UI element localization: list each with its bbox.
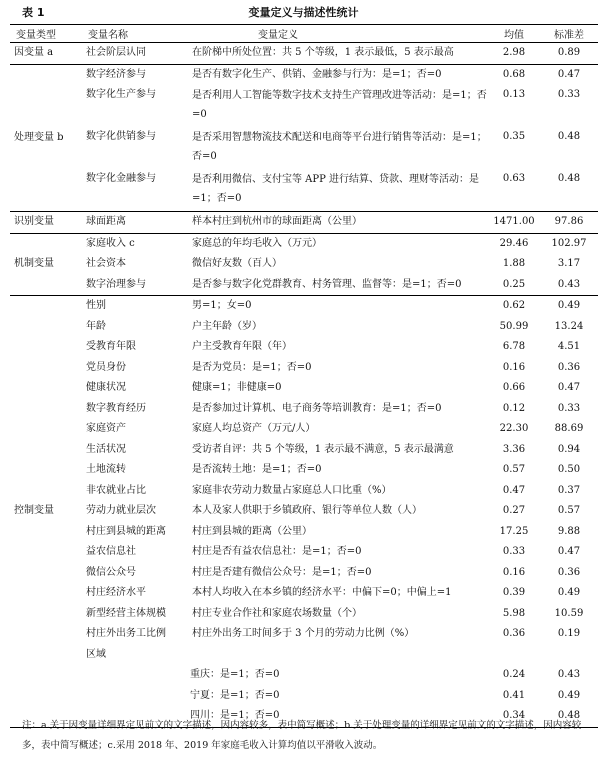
table-row [10, 169, 598, 212]
std-dev-cell: 0.89 [540, 43, 598, 65]
variable-definition-cell: 家庭非农劳动力数量占家庭总人口比重（%） [192, 484, 392, 496]
variable-definition-cell: 宁夏：是=1；否=0 [190, 689, 280, 701]
table-row [10, 419, 598, 440]
variable-type-cell: 处理变量 b [10, 64, 82, 212]
std-dev-cell: 0.19 [557, 628, 581, 639]
table-row [10, 64, 598, 85]
table-row [10, 624, 598, 645]
variable-name-cell: 数字经济参与 [86, 68, 146, 80]
std-dev-cell: 0.43 [540, 275, 598, 296]
variable-definition-cell: 微信好友数（百人） [192, 258, 282, 269]
table-note: 注：a.关于因变量详细界定见前文的文字描述，因内容较多，表中简写概述；b.关于处理变量的详细界定见前文的文字描述，因内容较多，表中简写概述；c.采用 2018 年、2019 年家庭毛收入计算均值以平滑收入波动。 [22, 720, 582, 751]
std-dev-cell: 10.59 [554, 607, 584, 619]
mean-cell: 29.46 [499, 237, 529, 249]
std-dev-cell: 0.49 [557, 300, 581, 311]
std-dev-cell: 0.33 [557, 89, 581, 100]
variable-name-cell: 村庄经济水平 [86, 587, 146, 598]
table-row [10, 337, 598, 358]
mean-cell: 0.16 [502, 361, 526, 373]
mean-cell: 1471.00 [488, 212, 540, 234]
variable-definition-cell: 户主年龄（岁） [192, 320, 262, 332]
variable-definition-cell: 是否为党员：是=1；否=0 [192, 361, 312, 373]
std-dev-cell: 0.47 [557, 68, 581, 80]
variable-name-cell: 数字化金融参与 [82, 169, 188, 212]
table-row [10, 440, 598, 461]
std-dev-cell: 0.49 [557, 587, 581, 598]
std-dev-cell: 0.50 [557, 464, 581, 475]
mean-cell: 0.66 [502, 382, 526, 393]
header-mean: 均值 [488, 25, 540, 43]
table-row [10, 85, 598, 127]
variable-name-cell: 村庄外出务工比例 [86, 628, 166, 639]
variable-definition-cell: 健康=1；非健康=0 [192, 382, 282, 393]
std-dev-cell: 4.51 [557, 341, 581, 352]
variable-definition-cell: 家庭总的年均毛收入（万元） [192, 237, 322, 249]
variable-name-cell: 家庭收入 c [86, 237, 135, 249]
variable-definition-cell: 是否参与数字化党群教育、村务管理、监督等：是=1；否=0 [188, 275, 488, 296]
variable-definition-cell: 村庄是否建有微信公众号：是=1；否=0 [192, 566, 372, 578]
variable-name-cell [82, 665, 188, 686]
table-row [10, 233, 598, 254]
mean-cell: 6.78 [502, 341, 526, 352]
table-row [10, 645, 598, 666]
variable-name-cell: 土地流转 [86, 464, 126, 475]
mean-cell: 0.24 [502, 669, 526, 680]
std-dev-cell: 0.49 [557, 689, 581, 701]
variable-type-cell: 因变量 a [10, 43, 82, 65]
variable-definition-cell: 是否利用微信、支付宝等 APP 进行结算、贷款、理财等活动：是=1；否=0 [188, 169, 488, 212]
mean-cell: 0.25 [488, 275, 540, 296]
mean-cell: 0.57 [502, 464, 526, 475]
variable-name-cell: 微信公众号 [86, 566, 136, 578]
variable-name-cell: 家庭资产 [86, 423, 126, 434]
variable-definition-cell: 村庄到县城的距离（公里） [192, 525, 312, 537]
variable-definition-cell: 重庆：是=1；否=0 [190, 669, 280, 680]
variable-definition-cell: 本人及家人供职于乡镇政府、银行等单位人数（人） [192, 505, 422, 516]
mean-cell: 0.41 [502, 689, 526, 701]
mean-cell: 17.25 [499, 525, 529, 537]
variable-definition-cell: 家庭人均总资产（万元/人） [192, 423, 316, 434]
mean-cell: 0.27 [502, 505, 526, 516]
variable-type-cell: 控制变量 [10, 296, 82, 728]
table-number: 表 1 [22, 6, 45, 19]
header-variable-type: 变量类型 [10, 25, 82, 43]
std-dev-cell: 0.57 [557, 505, 581, 516]
variable-definition-cell: 是否有数字化生产、供销、金融参与行为：是=1；否=0 [192, 68, 442, 80]
std-dev-cell: 0.48 [540, 169, 598, 212]
variable-definition-cell: 是否利用人工智能等数字技术支持生产管理改进等活动：是=1；否=0 [192, 90, 487, 120]
variable-name-cell: 数字教育经历 [86, 402, 146, 414]
table-title: 变量定义与描述性统计 [248, 6, 359, 19]
variable-name-cell: 劳动力就业层次 [86, 505, 156, 516]
variable-name-cell: 村庄到县城的距离 [86, 525, 166, 537]
variable-name-cell: 受教育年限 [86, 341, 136, 352]
variable-name-cell: 社会阶层认同 [82, 43, 188, 65]
header-variable-name: 变量名称 [82, 25, 188, 43]
std-dev-cell: 0.43 [557, 669, 581, 680]
std-dev-cell: 102.97 [551, 237, 587, 249]
variable-table [10, 24, 598, 728]
mean-cell: 0.39 [502, 587, 526, 598]
mean-cell: 0.12 [502, 402, 526, 414]
variable-definition-cell: 本村人均收入在本乡镇的经济水平：中偏下=0；中偏上=1 [192, 587, 452, 598]
std-dev-cell: 97.86 [540, 212, 598, 234]
table-row [10, 378, 598, 399]
std-dev-cell: 0.47 [557, 546, 581, 557]
mean-cell: 0.35 [502, 131, 526, 142]
table-row [10, 275, 598, 296]
std-dev-cell: 0.48 [540, 706, 598, 727]
table-row [10, 481, 598, 502]
table-row [10, 583, 598, 604]
variable-name-cell: 年龄 [86, 320, 106, 332]
variable-name-cell: 党员身份 [86, 361, 126, 373]
variable-name-cell: 区域 [86, 648, 106, 660]
table-row [10, 604, 598, 625]
variable-definition-cell: 村庄专业合作社和家庭农场数量（个） [192, 607, 362, 619]
mean-cell: 5.98 [502, 607, 526, 619]
variable-definition-cell: 是否采用智慧物流技术配送和电商等平台进行销售等活动：是=1；否=0 [192, 132, 487, 162]
variable-name-cell: 非农就业占比 [86, 484, 146, 496]
mean-cell: 0.47 [502, 484, 526, 496]
header-std-dev: 标准差 [540, 25, 598, 43]
variable-definition-cell: 男=1；女=0 [192, 300, 252, 311]
variable-definition-cell: 四川：是=1；否=0 [188, 706, 488, 727]
table-row [10, 686, 598, 707]
std-dev-cell: 0.36 [557, 566, 581, 578]
table-row [10, 460, 598, 481]
mean-cell: 22.30 [499, 423, 529, 434]
variable-name-cell: 数字化供销参与 [86, 131, 156, 142]
std-dev-cell: 88.69 [554, 423, 584, 434]
mean-cell: 0.13 [502, 89, 526, 100]
std-dev-cell: 0.33 [557, 402, 581, 414]
variable-type-cell: 识别变量 [10, 212, 82, 234]
variable-name-cell: 健康状况 [86, 382, 126, 393]
variable-name-cell: 性别 [86, 300, 106, 311]
std-dev-cell: 3.17 [557, 258, 581, 269]
mean-cell: 3.36 [502, 443, 526, 455]
variable-type-cell: 机制变量 [10, 233, 82, 296]
table-row [10, 212, 598, 234]
mean-cell: 0.16 [502, 566, 526, 578]
std-dev-cell: 0.37 [557, 484, 581, 496]
variable-definition-cell: 受访者自评：共 5 个等级，1 表示最不满意，5 表示最满意 [192, 443, 454, 455]
mean-cell: 2.98 [488, 43, 540, 65]
mean-cell: 0.62 [502, 300, 526, 311]
std-dev-cell: 9.88 [557, 525, 581, 537]
header-variable-definition: 变量定义 [188, 25, 488, 43]
table-row [10, 563, 598, 584]
table-row [10, 254, 598, 275]
table-row [10, 399, 598, 420]
mean-cell: 0.34 [488, 706, 540, 727]
variable-name-cell: 数字化生产参与 [86, 89, 156, 100]
mean-cell: 0.63 [488, 169, 540, 212]
variable-name-cell: 新型经营主体规模 [86, 607, 166, 619]
table-row [10, 501, 598, 522]
table-row [10, 43, 598, 65]
variable-name-cell: 球面距离 [82, 212, 188, 234]
std-dev-cell: 0.47 [557, 382, 581, 393]
variable-name-cell [82, 686, 188, 707]
variable-name-cell: 生活状况 [86, 443, 126, 455]
std-dev-cell: 13.24 [554, 320, 584, 332]
mean-cell: 0.33 [502, 546, 526, 557]
variable-definition-cell: 样本村庄到杭州市的球面距离（公里） [188, 212, 488, 234]
std-dev-cell: 0.36 [557, 361, 581, 373]
table-row [10, 542, 598, 563]
table-row [10, 296, 598, 317]
mean-cell: 0.68 [502, 68, 526, 80]
table-row [10, 317, 598, 338]
variable-definition-cell: 在阶梯中所处位置：共 5 个等级，1 表示最低，5 表示最高 [188, 43, 488, 65]
variable-definition-cell: 户主受教育年限（年） [192, 341, 292, 352]
variable-name-cell: 益农信息社 [86, 546, 136, 557]
table-body [10, 43, 598, 728]
mean-cell [488, 645, 540, 666]
table-row [10, 358, 598, 379]
std-dev-cell: 0.94 [557, 443, 581, 455]
mean-cell: 1.88 [502, 258, 526, 269]
mean-cell: 0.36 [502, 628, 526, 639]
table-row [10, 522, 598, 543]
variable-name-cell: 数字治理参与 [82, 275, 188, 296]
variable-definition-cell: 村庄是否有益农信息社：是=1；否=0 [192, 546, 362, 557]
variable-definition-cell: 是否流转土地：是=1；否=0 [192, 464, 322, 475]
variable-definition-cell: 村庄外出务工时间多于 3 个月的劳动力比例（%） [192, 628, 415, 639]
std-dev-cell [540, 645, 598, 666]
variable-name-cell: 社会资本 [86, 258, 126, 269]
variable-definition-cell: 是否参加过计算机、电子商务等培训教育：是=1；否=0 [192, 402, 442, 414]
table-header-row [10, 25, 598, 43]
variable-definition-cell [188, 645, 488, 666]
table-row [10, 127, 598, 169]
std-dev-cell: 0.48 [557, 131, 581, 142]
table-row [10, 665, 598, 686]
table-caption [0, 4, 607, 20]
mean-cell: 50.99 [499, 320, 529, 332]
